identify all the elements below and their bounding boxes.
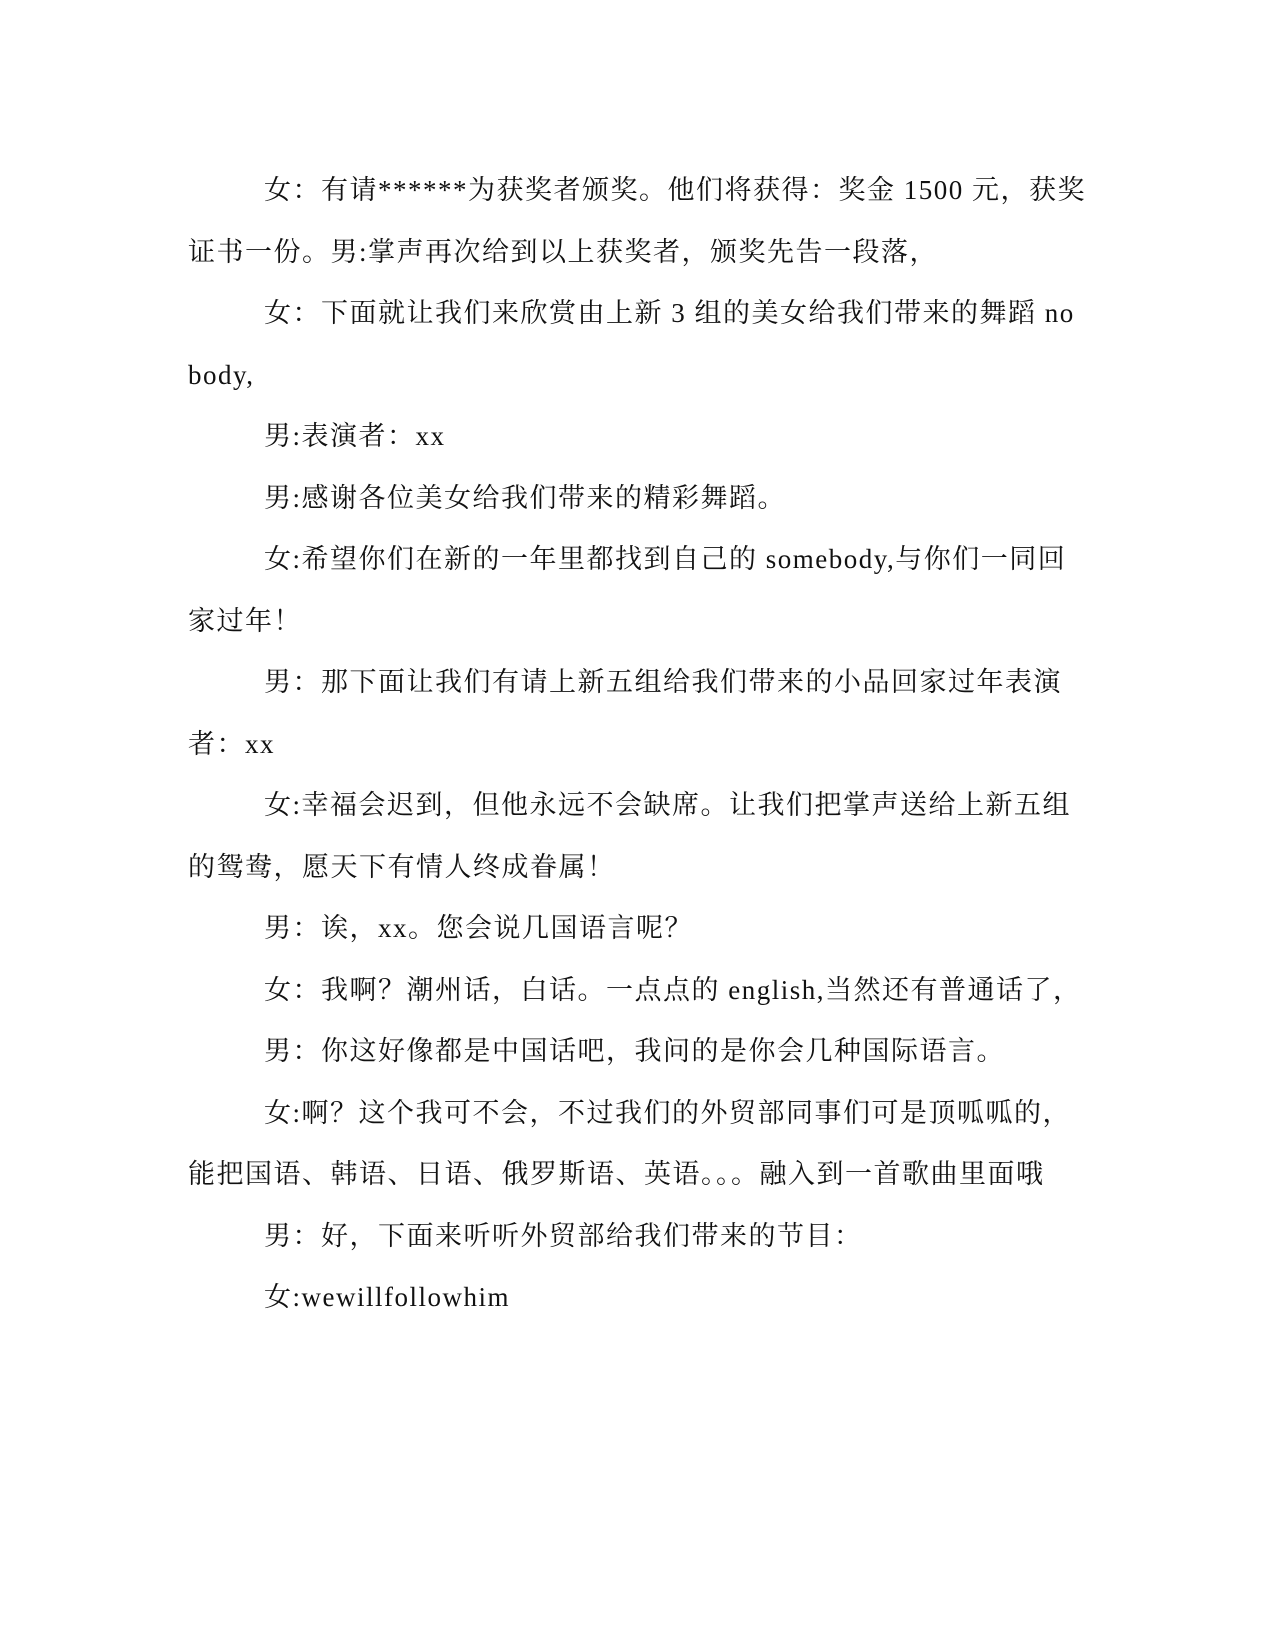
paragraph-award-presentation: 女：有请******为获奖者颁奖。他们将获得：奖金 1500 元，获奖证书一份。男:掌声再次给到以上获奖者，颁奖先告一段落， [188, 175, 1086, 267]
paragraph-thanks-dance: 男:感谢各位美女给我们带来的精彩舞蹈。 [264, 482, 787, 513]
paragraph-song-title: 女:wewillfollowhim [264, 1282, 510, 1312]
paragraph-happiness: 女:幸福会迟到，但他永远不会缺席。让我们把掌声送给上新五组的鸳鸯，愿天下有情人终成眷属！ [188, 790, 1072, 882]
paragraph-program-intro: 男：好，下面来听听外贸部给我们带来的节目： [264, 1220, 863, 1251]
paragraph-dance-intro: 女：下面就让我们来欣赏由上新 3 组的美女给我们带来的舞蹈 nobody, [188, 298, 1075, 390]
paragraph-foreign-trade: 女:啊？这个我可不会，不过我们的外贸部同事们可是顶呱呱的，能把国语、韩语、日语、俄罗斯语、英语。。。融入到一首歌曲里面哦 [188, 1097, 1072, 1189]
paragraph-languages-answer: 女：我啊？潮州话，白话。一点点的 english,当然还有普通话了， [264, 974, 1082, 1005]
paragraph-international-languages: 男：你这好像都是中国话吧，我问的是你会几种国际语言。 [264, 1036, 1005, 1066]
paragraph-skit-intro: 男：那下面让我们有请上新五组给我们带来的小品回家过年表演者：xx [188, 667, 1062, 759]
document-body [188, 160, 1088, 1329]
paragraph-performer-1: 男:表演者：xx [264, 421, 446, 451]
paragraph-languages-question: 男：诶，xx。您会说几国语言呢？ [264, 913, 693, 943]
paragraph-wish-somebody: 女:希望你们在新的一年里都找到自己的 somebody,与你们一同回家过年！ [188, 544, 1067, 636]
